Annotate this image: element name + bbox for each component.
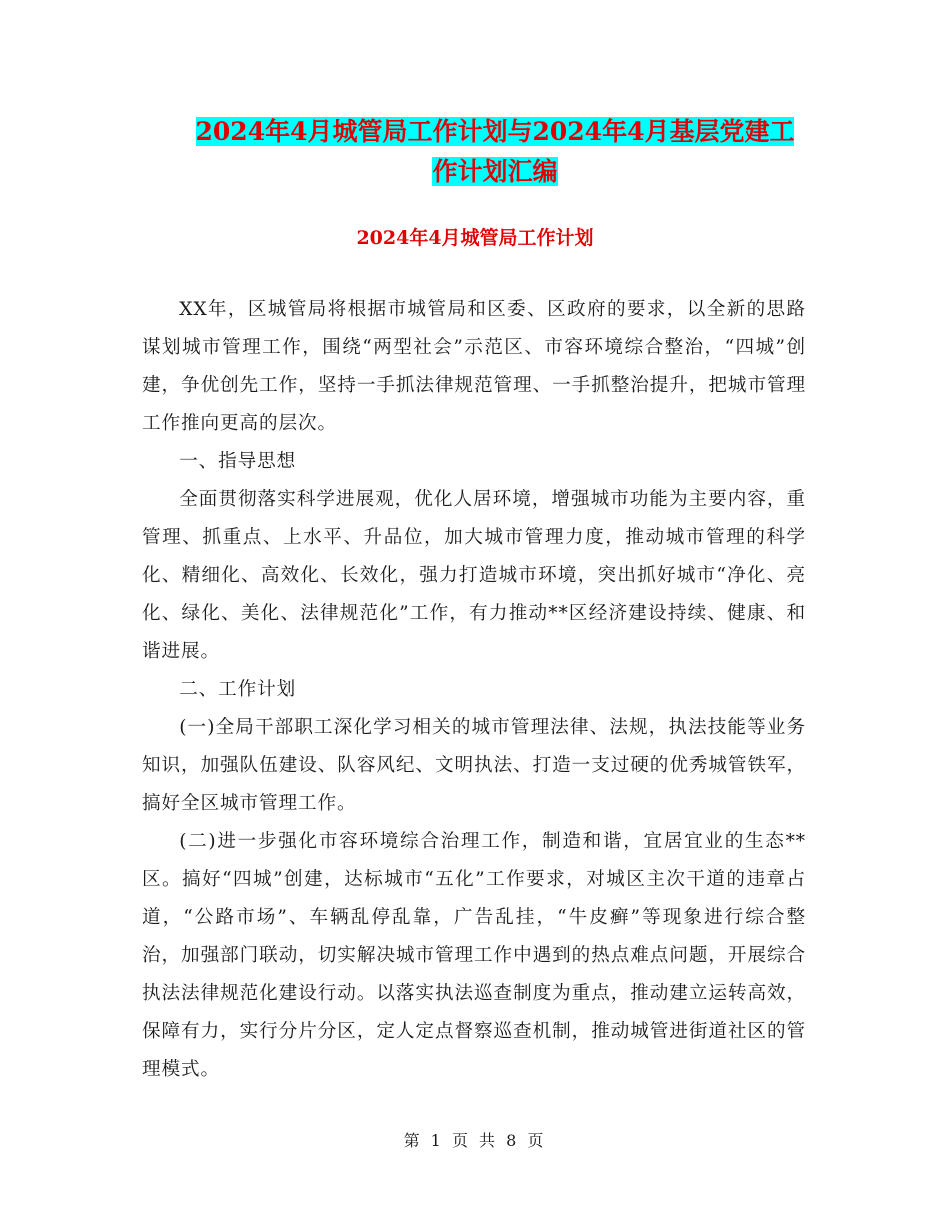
document-title [145, 112, 845, 192]
heading-guiding-thought: 一、指导思想 [179, 451, 297, 472]
document-body [142, 291, 806, 1089]
title-line-1: 2024年4月城管局工作计划与2024年4月基层党建工 [195, 117, 795, 146]
title-line-2: 作计划汇编 [432, 157, 558, 186]
section-title: 2024年4月城管局工作计划 [356, 227, 594, 249]
page-footer: 第 1 页 共 8 页 [403, 1131, 547, 1150]
heading-work-plan: 二、工作计划 [179, 679, 297, 700]
work-plan-item-1: (一)全局干部职工深化学习相关的城市管理法律、法规，执法技能等业务知识，加强队伍建设、队容风纪、文明执法、打造一支过硬的优秀城管铁军，搞好全区城市管理工作。 [142, 717, 806, 814]
guiding-thought-paragraph: 全面贯彻落实科学进展观，优化人居环境，增强城市功能为主要内容，重管理、抓重点、上水平、升品位，加大城市管理力度，推动城市管理的科学化、精细化、高效化、长效化，强力打造城市环境，突出抓好城市“净化、亮化、绿化、美化、法律规范化”工作，有力推动**区经济建设持续、健康、和谐进展。 [142, 489, 806, 662]
intro-paragraph: XX年，区城管局将根据市城管局和区委、区政府的要求，以全新的思路谋划城市管理工作，围绕“两型社会”示范区、市容环境综合整治，“四城”创建，争优创先工作，坚持一手抓法律规范管理、一手抓整治提升，把城市管理工作推向更高的层次。 [142, 299, 806, 434]
work-plan-item-2: (二)进一步强化市容环境综合治理工作，制造和谐，宜居宜业的生态**区。搞好“四城”创建，达标城市“五化”工作要求，对城区主次干道的违章占道，“公路市场”、车辆乱停乱靠，广告乱挂，“牛皮癣”等现象进行综合整治，加强部门联动，切实解决城市管理工作中遇到的热点难点问题，开展综合执法法律规范化建设行动。以落实执法巡查制度为重点，推动建立运转高效，保障有力，实行分片分区，定人定点督察巡查机制，推动城管进街道社区的管理模式。 [142, 831, 806, 1080]
